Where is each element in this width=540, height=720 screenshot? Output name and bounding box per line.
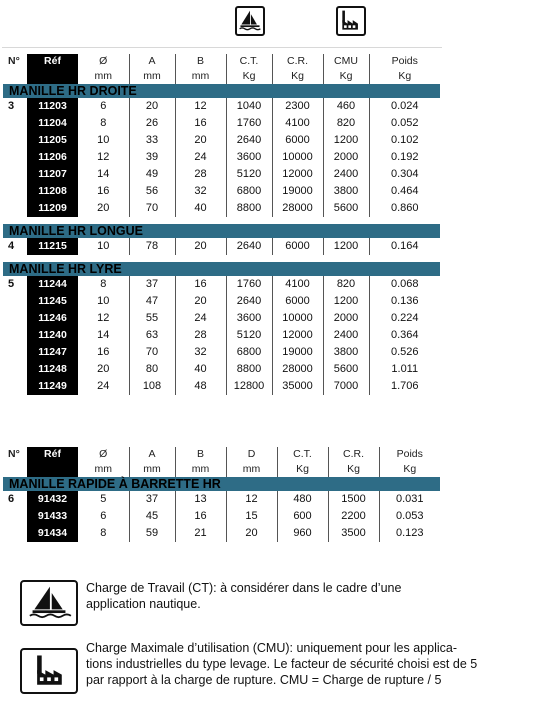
value-cell: 24 bbox=[175, 310, 226, 327]
header-ref-fill bbox=[27, 69, 78, 84]
value-cell: 6800 bbox=[226, 183, 272, 200]
legend-cmu-text bbox=[86, 640, 477, 688]
header-diameter: Ø bbox=[99, 448, 108, 460]
section-title: MANILLE RAPIDE À BARRETTE HR bbox=[3, 477, 440, 491]
value-cell: 5120 bbox=[226, 166, 272, 183]
unit-a: mm bbox=[129, 462, 175, 477]
value-cell: 70 bbox=[129, 344, 175, 361]
value-cell: 8 bbox=[100, 278, 107, 290]
value-cell: 10 bbox=[97, 295, 110, 307]
value-cell: 960 bbox=[277, 525, 328, 542]
value-cell: 2200 bbox=[328, 508, 379, 525]
value-cell: 8 bbox=[100, 117, 107, 129]
value-cell: 63 bbox=[129, 327, 175, 344]
legend-ct-text bbox=[86, 580, 401, 612]
value-cell: 13 bbox=[175, 491, 226, 508]
legend-line: par rapport à la charge de rupture. CMU = Charge de rupture / 5 bbox=[86, 673, 442, 687]
value-cell: 16 bbox=[175, 276, 226, 293]
item-number bbox=[3, 361, 27, 378]
value-cell: 16 bbox=[175, 115, 226, 132]
value-cell: 10 bbox=[97, 134, 110, 146]
ref-cell: 11246 bbox=[27, 310, 78, 327]
table-row bbox=[3, 361, 440, 378]
value-cell: 12 bbox=[97, 151, 110, 163]
table-row bbox=[3, 276, 440, 293]
header-a: A bbox=[129, 447, 175, 462]
value-cell: 8800 bbox=[226, 200, 272, 217]
value-cell: 47 bbox=[129, 293, 175, 310]
header-cr: C.R. bbox=[328, 447, 379, 462]
value-cell: 20 bbox=[175, 293, 226, 310]
ref-cell: 11206 bbox=[27, 149, 78, 166]
section-gap bbox=[3, 217, 440, 224]
value-cell: 108 bbox=[129, 378, 175, 395]
item-number bbox=[3, 344, 27, 361]
value-cell: 0.136 bbox=[369, 293, 440, 310]
unit-poids: Kg bbox=[369, 69, 440, 84]
header-ct: C.T. bbox=[277, 447, 328, 462]
ref-cell: 11247 bbox=[27, 344, 78, 361]
unit-ct: Kg bbox=[226, 69, 272, 84]
ref-cell: 91433 bbox=[27, 508, 78, 525]
header-a: A bbox=[129, 54, 175, 69]
item-number: 6 bbox=[8, 493, 15, 505]
ref-cell: 11207 bbox=[27, 166, 78, 183]
value-cell: 39 bbox=[129, 149, 175, 166]
value-cell: 2640 bbox=[226, 293, 272, 310]
value-cell: 37 bbox=[129, 491, 175, 508]
ref-cell: 91434 bbox=[27, 525, 78, 542]
value-cell: 32 bbox=[175, 344, 226, 361]
value-cell: 0.464 bbox=[369, 183, 440, 200]
header-poids: Poids bbox=[379, 447, 440, 462]
table-row bbox=[3, 508, 440, 525]
item-number bbox=[3, 166, 27, 183]
item-number bbox=[3, 378, 27, 395]
ref-cell: 11245 bbox=[27, 293, 78, 310]
value-cell: 1.706 bbox=[369, 378, 440, 395]
value-cell: 2000 bbox=[323, 310, 369, 327]
table-row bbox=[3, 238, 440, 255]
legend-ct bbox=[20, 578, 500, 628]
section-title: MANILLE HR LONGUE bbox=[3, 224, 440, 238]
item-number bbox=[3, 508, 27, 525]
value-cell: 16 bbox=[97, 185, 110, 197]
table-header-row-2 bbox=[3, 447, 440, 462]
item-number bbox=[3, 115, 27, 132]
value-cell: 28000 bbox=[272, 361, 323, 378]
item-number bbox=[3, 149, 27, 166]
table-row bbox=[3, 166, 440, 183]
table-row bbox=[3, 491, 440, 508]
header-rule bbox=[2, 47, 442, 48]
value-cell: 19000 bbox=[272, 344, 323, 361]
value-cell: 3600 bbox=[226, 310, 272, 327]
value-cell: 2640 bbox=[226, 238, 272, 255]
value-cell: 0.102 bbox=[369, 132, 440, 149]
value-cell: 35000 bbox=[272, 378, 323, 395]
value-cell: 33 bbox=[129, 132, 175, 149]
value-cell: 2000 bbox=[323, 149, 369, 166]
value-cell: 48 bbox=[175, 378, 226, 395]
value-cell: 6000 bbox=[272, 293, 323, 310]
value-cell: 0.164 bbox=[369, 238, 440, 255]
value-cell: 12000 bbox=[272, 327, 323, 344]
header-ct: C.T. bbox=[226, 54, 272, 69]
value-cell: 12000 bbox=[272, 166, 323, 183]
value-cell: 20 bbox=[129, 98, 175, 115]
table-row bbox=[3, 344, 440, 361]
value-cell: 2300 bbox=[272, 98, 323, 115]
table-header-row-1 bbox=[3, 54, 440, 69]
value-cell: 20 bbox=[226, 525, 277, 542]
table-header-units-2 bbox=[3, 462, 440, 477]
item-number bbox=[3, 132, 27, 149]
table-row bbox=[3, 200, 440, 217]
value-cell: 24 bbox=[97, 380, 110, 392]
header-cr: C.R. bbox=[272, 54, 323, 69]
legend-cmu bbox=[20, 640, 500, 700]
unit-cr: Kg bbox=[328, 462, 379, 477]
section-title: MANILLE HR LYRE bbox=[3, 262, 440, 276]
ref-cell: 11209 bbox=[27, 200, 78, 217]
unit-a: mm bbox=[129, 69, 175, 84]
unit-diameter: mm bbox=[94, 463, 112, 475]
ref-cell: 11205 bbox=[27, 132, 78, 149]
table-header-units-1 bbox=[3, 69, 440, 84]
value-cell: 6800 bbox=[226, 344, 272, 361]
value-cell: 24 bbox=[175, 149, 226, 166]
ref-cell: 11244 bbox=[27, 276, 78, 293]
value-cell: 8800 bbox=[226, 361, 272, 378]
value-cell: 1040 bbox=[226, 98, 272, 115]
value-cell: 2400 bbox=[323, 327, 369, 344]
item-number bbox=[3, 525, 27, 542]
table-row bbox=[3, 378, 440, 395]
value-cell: 3600 bbox=[226, 149, 272, 166]
table-row bbox=[3, 310, 440, 327]
ref-cell: 11248 bbox=[27, 361, 78, 378]
value-cell: 2400 bbox=[323, 166, 369, 183]
value-cell: 6000 bbox=[272, 132, 323, 149]
unit-cr: Kg bbox=[272, 69, 323, 84]
value-cell: 12 bbox=[175, 98, 226, 115]
value-cell: 820 bbox=[323, 276, 369, 293]
value-cell: 1760 bbox=[226, 115, 272, 132]
legend-line: tions industrielles du type levage. Le facteur de sécurité choisi est de 5 bbox=[86, 657, 478, 671]
unit-b: mm bbox=[175, 69, 226, 84]
value-cell: 5600 bbox=[323, 361, 369, 378]
factory-icon bbox=[336, 6, 366, 36]
unit-d: mm bbox=[226, 462, 277, 477]
header-cmu: CMU bbox=[323, 54, 369, 69]
value-cell: 80 bbox=[129, 361, 175, 378]
spec-table-1 bbox=[3, 54, 440, 395]
value-cell: 0.224 bbox=[369, 310, 440, 327]
value-cell: 20 bbox=[97, 202, 110, 214]
value-cell: 1200 bbox=[323, 238, 369, 255]
ref-cell: 11208 bbox=[27, 183, 78, 200]
ref-cell: 11203 bbox=[27, 98, 78, 115]
value-cell: 20 bbox=[97, 363, 110, 375]
value-cell: 0.304 bbox=[369, 166, 440, 183]
value-cell: 1200 bbox=[323, 132, 369, 149]
value-cell: 5600 bbox=[323, 200, 369, 217]
value-cell: 26 bbox=[129, 115, 175, 132]
item-number bbox=[3, 327, 27, 344]
value-cell: 480 bbox=[277, 491, 328, 508]
item-number bbox=[3, 310, 27, 327]
value-cell: 21 bbox=[175, 525, 226, 542]
value-cell: 19000 bbox=[272, 183, 323, 200]
value-cell: 3800 bbox=[323, 183, 369, 200]
value-cell: 12 bbox=[97, 312, 110, 324]
header-number: N° bbox=[8, 55, 20, 67]
section-band bbox=[3, 477, 440, 491]
value-cell: 5120 bbox=[226, 327, 272, 344]
unit-ct: Kg bbox=[277, 462, 328, 477]
header-diameter: Ø bbox=[99, 55, 108, 67]
value-cell: 6 bbox=[100, 510, 107, 522]
value-cell: 4100 bbox=[272, 276, 323, 293]
sailboat-icon bbox=[20, 580, 78, 626]
factory-icon bbox=[20, 648, 78, 694]
value-cell: 45 bbox=[129, 508, 175, 525]
value-cell: 3800 bbox=[323, 344, 369, 361]
section-band bbox=[3, 262, 440, 276]
item-number bbox=[3, 293, 27, 310]
value-cell: 8 bbox=[100, 527, 107, 539]
ref-cell: 11249 bbox=[27, 378, 78, 395]
table-row bbox=[3, 525, 440, 542]
value-cell: 0.192 bbox=[369, 149, 440, 166]
item-number: 4 bbox=[8, 240, 15, 252]
table-row bbox=[3, 183, 440, 200]
value-cell: 1.011 bbox=[369, 361, 440, 378]
table-row bbox=[3, 327, 440, 344]
value-cell: 1200 bbox=[323, 293, 369, 310]
value-cell: 12 bbox=[226, 491, 277, 508]
spec-table-2 bbox=[3, 447, 440, 542]
value-cell: 820 bbox=[323, 115, 369, 132]
value-cell: 14 bbox=[97, 168, 110, 180]
value-cell: 0.053 bbox=[379, 508, 440, 525]
item-number: 3 bbox=[8, 100, 15, 112]
value-cell: 6 bbox=[100, 100, 107, 112]
header-b: B bbox=[175, 54, 226, 69]
value-cell: 10 bbox=[97, 240, 110, 252]
header-ref-fill bbox=[27, 462, 78, 477]
legend-line: Charge Maximale d’utilisation (CMU): uniquement pour les applica- bbox=[86, 641, 457, 655]
value-cell: 2640 bbox=[226, 132, 272, 149]
table-row bbox=[3, 293, 440, 310]
value-cell: 0.364 bbox=[369, 327, 440, 344]
legend-line: application nautique. bbox=[86, 597, 201, 611]
unit-cmu: Kg bbox=[323, 69, 369, 84]
header-ref: Réf bbox=[27, 54, 78, 69]
value-cell: 1760 bbox=[226, 276, 272, 293]
value-cell: 3500 bbox=[328, 525, 379, 542]
value-cell: 20 bbox=[175, 132, 226, 149]
value-cell: 14 bbox=[97, 329, 110, 341]
value-cell: 28 bbox=[175, 327, 226, 344]
value-cell: 28000 bbox=[272, 200, 323, 217]
section-gap bbox=[3, 255, 440, 262]
value-cell: 55 bbox=[129, 310, 175, 327]
value-cell: 0.031 bbox=[379, 491, 440, 508]
item-number: 5 bbox=[8, 278, 15, 290]
value-cell: 0.068 bbox=[369, 276, 440, 293]
value-cell: 37 bbox=[129, 276, 175, 293]
value-cell: 59 bbox=[129, 525, 175, 542]
value-cell: 16 bbox=[175, 508, 226, 525]
value-cell: 0.526 bbox=[369, 344, 440, 361]
item-number bbox=[3, 183, 27, 200]
value-cell: 20 bbox=[175, 238, 226, 255]
value-cell: 49 bbox=[129, 166, 175, 183]
value-cell: 12800 bbox=[226, 378, 272, 395]
value-cell: 7000 bbox=[323, 378, 369, 395]
unit-diameter: mm bbox=[94, 70, 112, 82]
ref-cell: 11204 bbox=[27, 115, 78, 132]
legend-line: Charge de Travail (CT): à considérer dans le cadre d’une bbox=[86, 581, 402, 595]
value-cell: 6000 bbox=[272, 238, 323, 255]
header-number: N° bbox=[8, 448, 20, 460]
value-cell: 5 bbox=[100, 493, 107, 505]
value-cell: 70 bbox=[129, 200, 175, 217]
ref-cell: 91432 bbox=[27, 491, 78, 508]
value-cell: 600 bbox=[277, 508, 328, 525]
value-cell: 15 bbox=[226, 508, 277, 525]
table-row bbox=[3, 98, 440, 115]
table-row bbox=[3, 149, 440, 166]
section-title: MANILLE HR DROITE bbox=[3, 84, 440, 98]
value-cell: 28 bbox=[175, 166, 226, 183]
ref-cell: 11240 bbox=[27, 327, 78, 344]
section-band bbox=[3, 224, 440, 238]
value-cell: 0.123 bbox=[379, 525, 440, 542]
value-cell: 10000 bbox=[272, 310, 323, 327]
value-cell: 1500 bbox=[328, 491, 379, 508]
unit-b: mm bbox=[175, 462, 226, 477]
header-ref: Réf bbox=[27, 447, 78, 462]
value-cell: 4100 bbox=[272, 115, 323, 132]
value-cell: 16 bbox=[97, 346, 110, 358]
value-cell: 10000 bbox=[272, 149, 323, 166]
value-cell: 40 bbox=[175, 361, 226, 378]
header-poids: Poids bbox=[369, 54, 440, 69]
sailboat-icon bbox=[235, 6, 265, 36]
table-row bbox=[3, 115, 440, 132]
section-band bbox=[3, 84, 440, 98]
value-cell: 78 bbox=[129, 238, 175, 255]
value-cell: 56 bbox=[129, 183, 175, 200]
table-row bbox=[3, 132, 440, 149]
header-b: B bbox=[175, 447, 226, 462]
value-cell: 0.052 bbox=[369, 115, 440, 132]
item-number bbox=[3, 200, 27, 217]
value-cell: 32 bbox=[175, 183, 226, 200]
value-cell: 0.860 bbox=[369, 200, 440, 217]
unit-poids: Kg bbox=[379, 462, 440, 477]
value-cell: 40 bbox=[175, 200, 226, 217]
header-d: D bbox=[226, 447, 277, 462]
value-cell: 460 bbox=[323, 98, 369, 115]
ref-cell: 11215 bbox=[27, 238, 78, 255]
value-cell: 0.024 bbox=[369, 98, 440, 115]
